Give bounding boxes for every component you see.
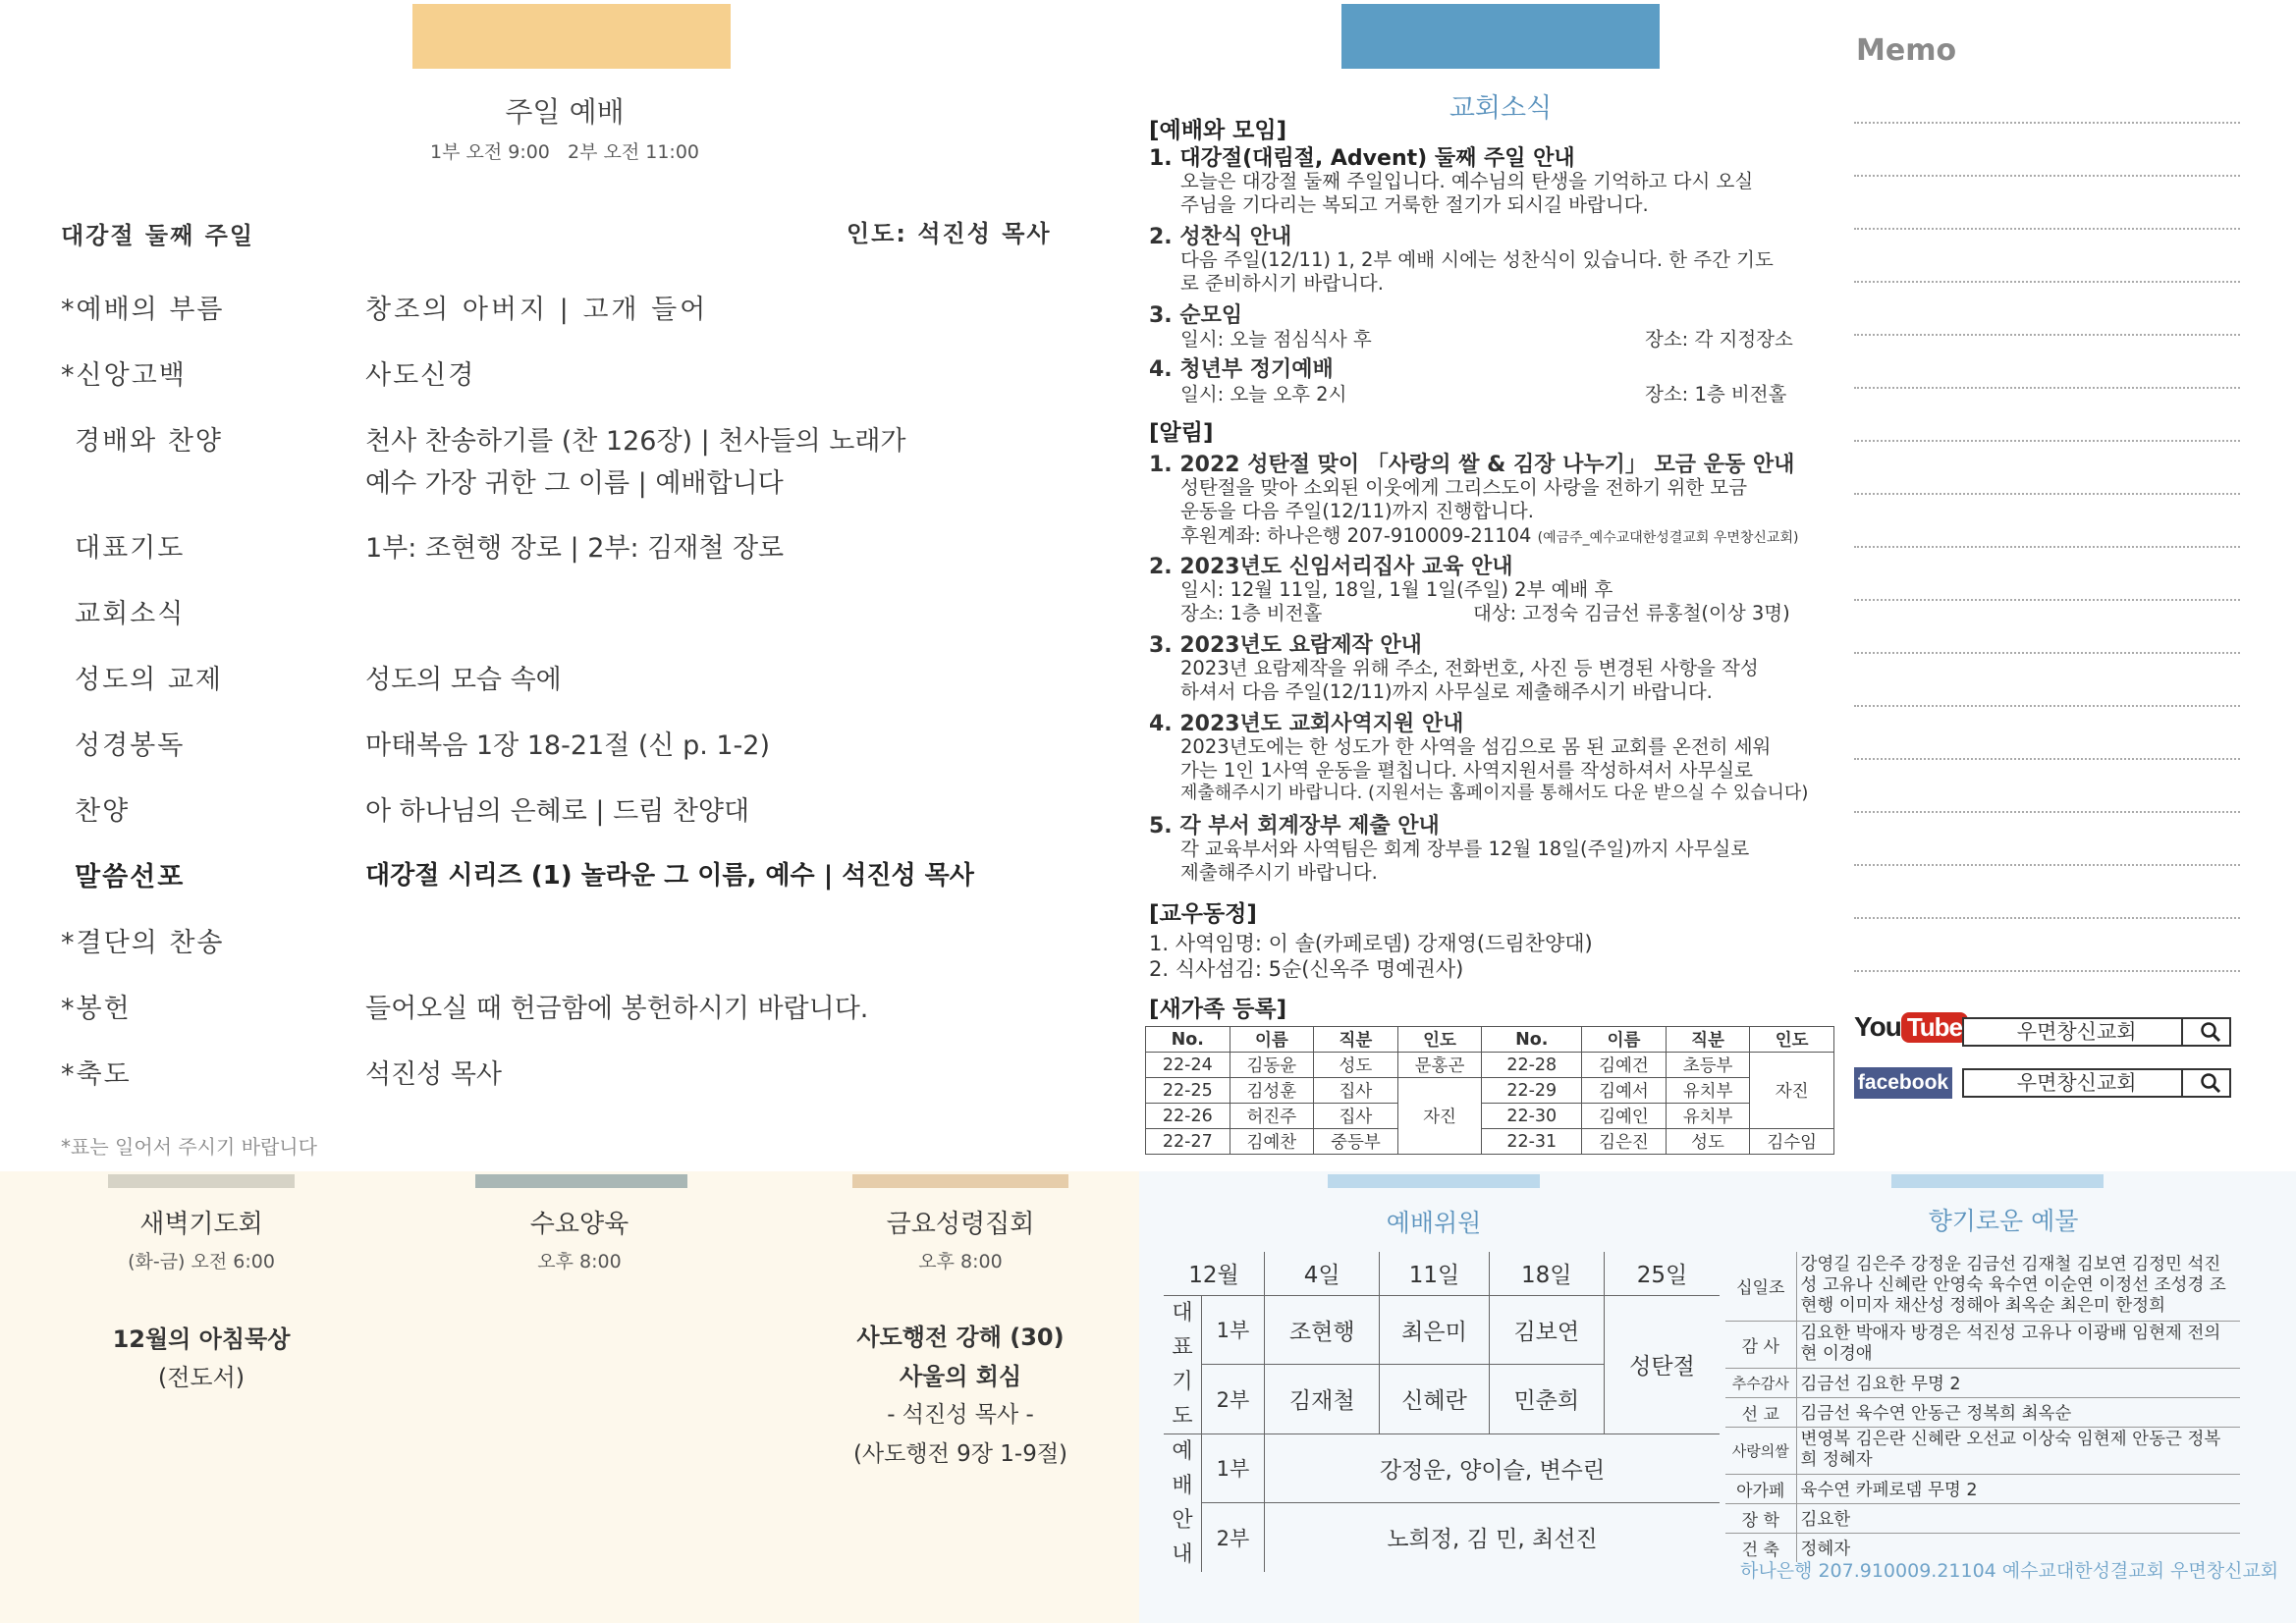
table-row [1146,1129,1834,1155]
memo-line [1854,599,2240,601]
table-cell: 문홍곤 [1397,1053,1482,1078]
offering-kind: 아가페 [1725,1474,1796,1503]
memo-line [1854,652,2240,654]
col-header: 직분 [1314,1027,1398,1053]
news-text: 주님을 기다리는 복되고 거룩한 절기가 되시길 바랍니다. [1180,193,1649,216]
memo-line [1854,334,2240,336]
memo-line [1854,705,2240,707]
month-cell: 12월 [1164,1252,1265,1295]
memo-line [1854,811,2240,813]
order-value: 석진성 목사 [365,1059,502,1090]
youtube-tube: Tube [1901,1012,1968,1043]
memo-line [1854,864,2240,866]
table-cell: 김은진 [1582,1129,1667,1155]
news-text: 장소: 각 지정장소 [1645,328,1793,351]
news-title: 교회소식 [1449,93,1553,124]
news-text: 성탄절을 맞아 소외된 이웃에게 그리스도이 사랑을 전하기 위한 모금 [1180,476,1748,499]
order-label: 교회소식 [75,599,186,629]
dawn-line1: 12월의 아침묵상 [112,1325,291,1353]
table-cell: 신혜란 [1380,1365,1489,1434]
news-item-heading: 2. 2023년도 신임서리집사 교육 안내 [1149,555,1513,579]
week-label: 대강절 둘째 주일 [61,222,254,249]
leader: 인도: 석진성 목사 [847,220,1052,247]
table-cell: 자진 [1750,1053,1834,1129]
order-value: 대강절 시리즈 (1) 놀라운 그 이름, 예수 | 석진성 목사 [365,861,974,891]
news-section-3: [교우동정] [1149,901,1257,927]
memo-line [1854,917,2240,919]
table-cell: 자진 [1397,1078,1482,1155]
news-item-heading: 1. 사역임명: 이 솔(카페로뎀) 강재영(드림찬양대) [1149,932,1593,955]
order-label: 찬양 [75,796,131,827]
standing-note: *표는 일어서 주시기 바랍니다 [61,1135,317,1159]
offering-names: 김금선 김요한 무명 2 [1796,1368,2240,1397]
table-row [1725,1474,2240,1503]
table-cell: 조현행 [1265,1295,1380,1365]
order-value: 사도신경 [365,360,476,391]
table-row [1725,1397,2240,1427]
order-label: 말씀선포 [75,862,186,893]
news-text: 대상: 고정숙 김금선 류홍철(이상 3명) [1473,602,1790,624]
col-header: No. [1146,1027,1230,1053]
gift-tab [1891,1174,2104,1188]
table-row [1725,1252,2240,1321]
table-cell: 김재철 [1265,1365,1380,1434]
offering-kind: 건 축 [1725,1533,1796,1562]
news-item-heading: 5. 각 부서 회계장부 제출 안내 [1149,814,1440,839]
prayer-char: 대 [1172,1300,1193,1325]
table-row [1164,1434,1720,1502]
order-value: 아 하나님의 은혜로 | 드림 찬양대 [365,796,750,827]
offering-table [1725,1252,2240,1562]
order-label: *예배의 부름 [61,295,225,325]
offering-names: 강영길 김은주 강정운 김금선 김재철 김보연 김정민 석진성 고유나 신혜란 안영숙 육수연 이순연 이정선 조성경 조현행 이미자 채산성 정해아 최옥순 최은미 한정희 [1796,1252,2240,1321]
order-value: 들어오실 때 헌금함에 봉헌하시기 바랍니다. [365,994,869,1024]
date-cell: 4일 [1265,1252,1380,1295]
table-row [1146,1078,1834,1104]
memo-line [1854,758,2240,760]
table-cell: 김예서 [1582,1078,1667,1104]
dawn-tab [108,1174,295,1188]
table-cell: 김예인 [1582,1104,1667,1129]
date-cell: 18일 [1489,1252,1604,1295]
offering-names: 정혜자 [1800,1539,1851,1559]
news-text: 일시: 오늘 점심식사 후 [1180,328,1372,351]
account-text: 후원계좌: 하나은행 207-910009-21104 [1180,524,1532,547]
news-text: 2023년도에는 한 성도가 한 사역을 섬김으로 몸 된 교회를 온전히 세워 [1180,735,1772,758]
table-row [1164,1502,1720,1571]
news-text: 일시: 오늘 오후 2시 [1180,383,1347,406]
wed-tab [475,1174,687,1188]
table-cell: 민춘희 [1489,1365,1604,1434]
order-value: 1부: 조현행 장로 | 2부: 김재철 장로 [365,533,785,564]
prayer-char: 도 [1172,1403,1193,1429]
sunday-title: 주일 예배 [505,95,625,129]
fri-time: 오후 8:00 [918,1251,1003,1272]
order-label: *축도 [61,1059,132,1090]
usher-label [1164,1434,1201,1572]
offering-names: 김금선 육수연 안동근 정복희 최옥순 [1796,1397,2240,1427]
order-label: 대표기도 [75,533,186,564]
table-cell: 22-30 [1482,1104,1582,1129]
part-cell: 1부 [1201,1434,1264,1502]
wed-title: 수요양육 [529,1210,629,1239]
prayer-label [1164,1295,1201,1434]
memo-line [1854,175,2240,177]
table-cell: 김수임 [1750,1129,1834,1155]
order-value: 마태복음 1장 18-21절 (신 p. 1-2) [365,730,771,761]
table-cell: 초등부 [1666,1053,1750,1078]
youtube-logo[interactable] [1854,1011,1968,1051]
table-cell: 22-26 [1146,1104,1230,1129]
news-item-heading: 3. 2023년도 요람제작 안내 [1149,633,1422,658]
account-holder: (예금주_예수교대한성결교회 우면창신교회) [1537,530,1799,546]
fri-title: 금요성령집회 [886,1210,1035,1239]
part-cell: 1부 [1201,1295,1264,1365]
fri-line4: (사도행전 9장 1-9절) [852,1441,1068,1467]
offering-kind: 사랑의쌀 [1725,1427,1796,1474]
table-cell: 노희정, 김 민, 최선진 [1265,1502,1721,1571]
news-item-heading: 2. 성찬식 안내 [1149,225,1292,249]
dawn-time: (화-금) 오전 6:00 [128,1251,275,1272]
news-text: 장소: 1층 비전홀 [1180,602,1323,624]
youtube-search-box[interactable] [1962,1017,2231,1047]
table-cell: 최은미 [1380,1295,1489,1365]
offering-kind: 십일조 [1725,1252,1796,1321]
facebook-logo[interactable]: facebook [1854,1067,1952,1099]
offering-kind: 추수감사 [1725,1368,1796,1397]
news-tab [1341,4,1660,69]
order-value: 성도의 모습 속에 [365,665,562,695]
table-cell: 허진주 [1230,1104,1314,1129]
table-row [1725,1503,2240,1533]
news-section-4: [새가족 등록] [1149,997,1287,1022]
sunday-tab [412,4,731,69]
news-text: 운동을 다음 주일(12/11)까지 진행합니다. [1180,500,1534,522]
table-cell: 김보연 [1489,1295,1604,1365]
news-item-heading: 1. 2022 성탄절 맞이 「사랑의 쌀 & 김장 나누기」 모금 운동 안내 [1149,453,1795,477]
order-label: *봉헌 [61,994,132,1024]
offering-names: 김요한 [1796,1503,2240,1533]
table-cell: 강정운, 양이슬, 변수린 [1265,1434,1721,1502]
offering-account: 하나은행 207.910009.21104 예수교대한성결교회 우면창신교회 [1740,1560,2279,1582]
table-cell: 김예찬 [1230,1129,1314,1155]
table-cell: 22-31 [1482,1129,1582,1155]
table-row [1725,1321,2240,1368]
memo-line [1854,493,2240,495]
news-text: 하셔서 다음 주일(12/11)까지 사무실로 제출해주시기 바랍니다. [1180,680,1713,703]
table-header-row [1146,1027,1834,1053]
fri-line2: 사울의 회심 [899,1363,1022,1390]
dawn-line2: (전도서) [157,1364,246,1391]
offering-kind: 장 학 [1725,1503,1796,1533]
facebook-search-text: 우면창신교회 [1972,1070,2183,1096]
table-cell: 집사 [1314,1078,1398,1104]
table-cell: 성도 [1666,1129,1750,1155]
usher-char: 예 [1172,1438,1193,1464]
fri-line1: 사도행전 강해 (30) [856,1324,1065,1351]
table-cell: 유치부 [1666,1078,1750,1104]
memo-line [1854,122,2240,124]
news-text: 로 준비하시기 바랍니다. [1180,272,1384,295]
news-text: 가는 1인 1사역 운동을 펼칩니다. 사역지원서를 작성하셔서 사무실로 [1180,759,1754,782]
table-header-row [1164,1252,1720,1295]
christmas-cell: 성탄절 [1605,1295,1721,1434]
news-text [1180,520,1798,548]
table-cell: 22-25 [1146,1078,1230,1104]
col-header: 인도 [1397,1027,1482,1053]
offering-names: 변영복 김은란 신혜란 오선교 이상숙 임현제 안동근 정복희 정혜자 [1796,1427,2240,1474]
usher-char: 안 [1172,1507,1193,1533]
table-cell: 김동윤 [1230,1053,1314,1078]
table-cell: 중등부 [1314,1129,1398,1155]
order-label: 성도의 교제 [75,665,223,695]
table-cell: 김예건 [1582,1053,1667,1078]
usher-char: 배 [1172,1473,1193,1498]
part-cell: 2부 [1201,1365,1264,1434]
news-text: 일시: 12월 11일, 18일, 1월 1일(주일) 2부 예배 후 [1180,578,1613,601]
memo-line [1854,970,2240,972]
new-family-table [1145,1026,1834,1155]
table-row [1146,1053,1834,1078]
table-cell: 집사 [1314,1104,1398,1129]
news-text: 2023년 요람제작을 위해 주소, 전화번호, 사진 등 변경된 사항을 작성 [1180,657,1759,679]
col-header: 이름 [1582,1027,1667,1053]
search-icon [2200,1021,2221,1043]
table-row [1725,1368,2240,1397]
youtube-you: You [1854,1011,1901,1042]
news-item-heading: 2. 식사섬김: 5순(신옥주 명예권사) [1149,957,1464,981]
memo-line [1854,546,2240,548]
news-text: 장소: 1층 비전홀 [1645,383,1787,406]
memo-line [1854,387,2240,389]
sunday-times: 1부 오전 9:00 2부 오전 11:00 [430,141,699,163]
col-header: 직분 [1666,1027,1750,1053]
order-label: 성경봉독 [75,730,186,761]
news-item-heading: 4. 청년부 정기예배 [1149,357,1334,382]
news-item-heading: 4. 2023년도 교회사역지원 안내 [1149,712,1464,736]
news-item-heading: 3. 순모임 [1149,303,1243,328]
table-row [1164,1295,1720,1365]
offering-names: 육수연 카페로뎀 무명 2 [1796,1474,2240,1503]
memo-line [1854,281,2240,283]
order-label: 경배와 찬양 [75,426,223,457]
table-row [1146,1104,1834,1129]
offering-names: 김요한 박애자 방경은 석진성 고유나 이광배 임현제 전의현 이경애 [1796,1321,2240,1368]
offering-kind: 선 교 [1725,1397,1796,1427]
col-header: No. [1482,1027,1582,1053]
memo-line [1854,228,2240,230]
order-label: *신앙고백 [61,360,187,391]
gift-title: 향기로운 예물 [1928,1207,2079,1235]
date-cell: 25일 [1605,1252,1721,1295]
table-cell: 22-29 [1482,1078,1582,1104]
fri-tab [852,1174,1068,1188]
memo-title: Memo [1856,33,1957,68]
order-label: *결단의 찬송 [61,928,225,958]
table-cell: 22-28 [1482,1053,1582,1078]
news-text: 제출해주시기 바랍니다. [1180,861,1378,884]
news-section-2: [알림] [1149,420,1214,446]
memo-line [1854,440,2240,442]
worship-table [1164,1252,1720,1572]
col-header: 이름 [1230,1027,1314,1053]
table-cell: 22-24 [1146,1053,1230,1078]
news-section-1: [예배와 모임] [1149,118,1287,143]
date-cell: 11일 [1380,1252,1489,1295]
worship-title: 예배위원 [1386,1209,1482,1237]
offering-kind: 감 사 [1725,1321,1796,1368]
fri-line3: - 석진성 목사 - [887,1402,1034,1428]
table-row [1725,1427,2240,1474]
news-text: 다음 주일(12/11) 1, 2부 예배 시에는 성찬식이 있습니다. 한 주간 기도 [1180,248,1774,271]
search-icon [2200,1072,2221,1094]
table-cell: 22-27 [1146,1129,1230,1155]
news-text: 오늘은 대강절 둘째 주일입니다. 예수님의 탄생을 기억하고 다시 오실 [1180,170,1754,192]
part-cell: 2부 [1201,1502,1264,1571]
news-item-heading: 1. 대강절(대림절, Advent) 둘째 주일 안내 [1149,146,1575,171]
col-header: 인도 [1750,1027,1834,1053]
youtube-search-text: 우면창신교회 [1972,1019,2183,1045]
wed-time: 오후 8:00 [537,1251,622,1272]
usher-char: 내 [1172,1542,1193,1567]
prayer-char: 기 [1172,1369,1193,1394]
order-value: 창조의 아버지 | 고개 들어 [365,295,709,325]
news-text: 제출해주시기 바랍니다. (지원서는 홈페이지를 통해서도 다운 받으실 수 있습니다) [1180,783,1809,803]
table-cell: 김성훈 [1230,1078,1314,1104]
table-cell: 성도 [1314,1053,1398,1078]
order-value: 천사 찬송하기를 (찬 126장) | 천사들의 노래가 [365,426,906,457]
prayer-char: 표 [1172,1334,1193,1360]
order-value-line2: 예수 가장 귀한 그 이름 | 예배합니다 [365,468,784,499]
dawn-title: 새벽기도회 [139,1210,263,1239]
worship-tab [1328,1174,1540,1188]
table-cell: 유치부 [1666,1104,1750,1129]
facebook-search-box[interactable] [1962,1068,2231,1098]
news-text: 각 교육부서와 사역팀은 회계 장부를 12월 18일(주일)까지 사무실로 [1180,838,1750,860]
